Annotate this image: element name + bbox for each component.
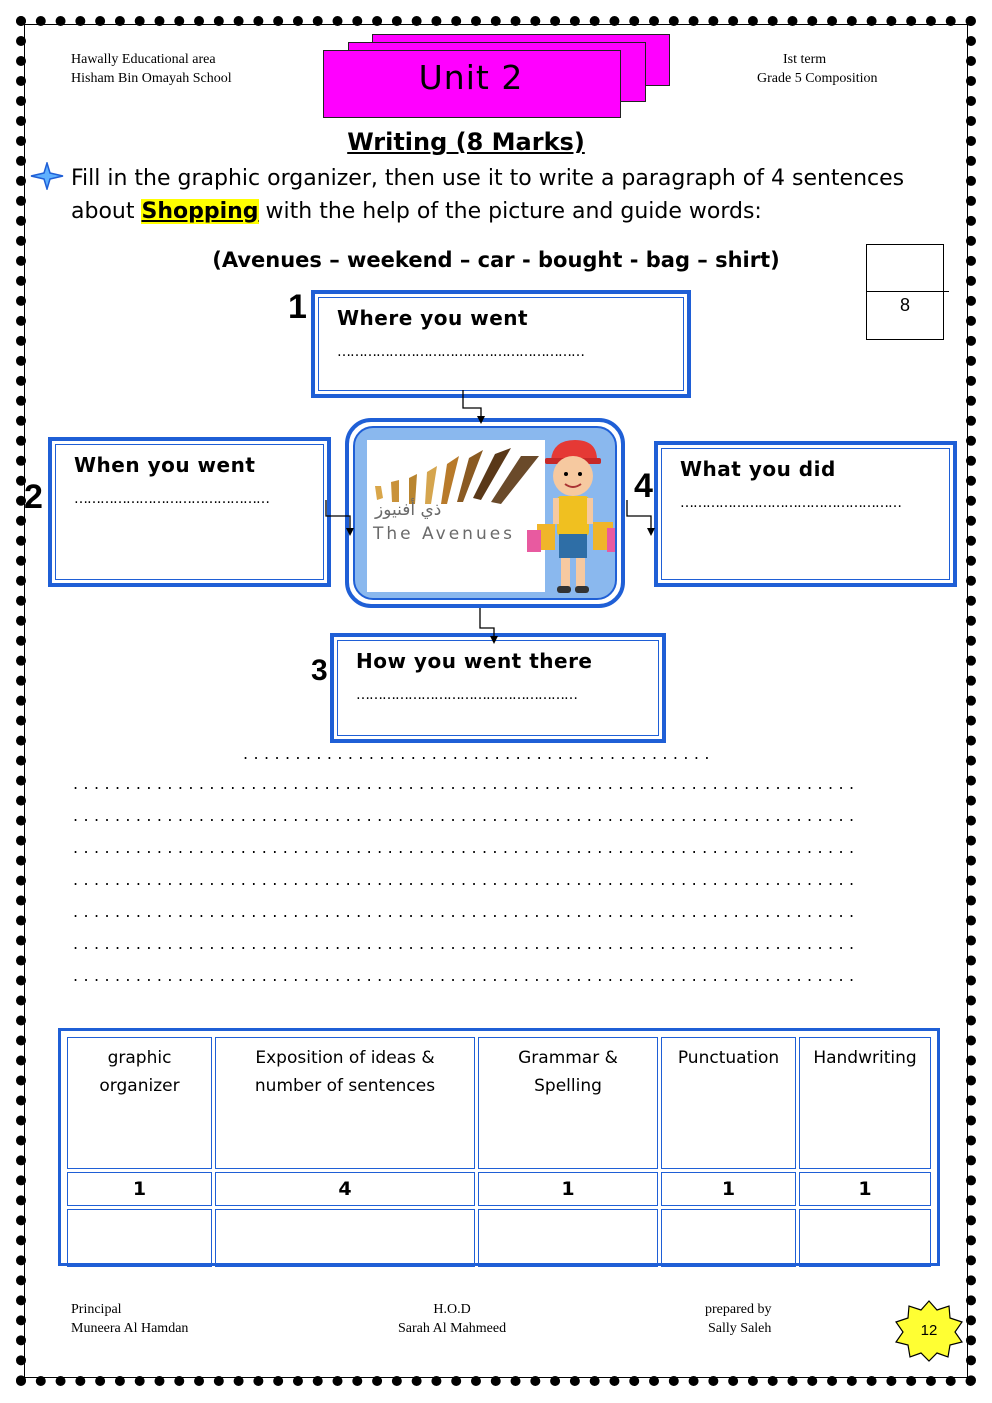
rubric-header: Exposition of ideas & number of sentences — [215, 1037, 475, 1169]
writing-line[interactable]: ........................................................................... — [73, 774, 860, 793]
rubric-score-cell[interactable] — [67, 1209, 212, 1267]
box-label: Where you went — [337, 306, 529, 330]
box-number-4: 4 — [634, 467, 653, 505]
total-marks: 8 — [899, 295, 910, 315]
logo-arabic-text: ذي أفنيوز — [375, 500, 442, 520]
rubric-mark: 4 — [215, 1172, 475, 1206]
topic-highlight: Shopping — [141, 199, 259, 224]
rubric-mark: 1 — [799, 1172, 931, 1206]
rubric-score-cell[interactable] — [799, 1209, 931, 1267]
writing-line[interactable]: ........................................................................... — [73, 966, 860, 985]
rubric-header: Grammar & Spelling — [478, 1037, 658, 1169]
rubric-score-cell[interactable] — [215, 1209, 475, 1267]
rubric-mark: 1 — [67, 1172, 212, 1206]
rubric-mark: 1 — [661, 1172, 796, 1206]
rubric-mark: 1 — [478, 1172, 658, 1206]
guide-words: (Avenues – weekend – car - bought - bag – shirt) — [212, 248, 780, 272]
rubric-header: graphic organizer — [67, 1037, 212, 1169]
prepared-by: prepared by Sally Saleh — [705, 1302, 772, 1336]
grade-label: Grade 5 Composition — [757, 71, 878, 86]
section-title: Writing (8 Marks) — [347, 128, 585, 156]
box-number-3: 3 — [311, 654, 328, 687]
box-number-1: 1 — [288, 288, 307, 326]
writing-line[interactable]: ........................................................................... — [73, 902, 860, 921]
principal-signature: Principal Muneera Al Hamdan — [71, 1302, 189, 1336]
answer-line[interactable]: …………………………………………… — [356, 687, 577, 703]
writing-line[interactable]: ........................................................................... — [73, 838, 860, 857]
page-number-badge — [892, 1300, 966, 1362]
answer-line[interactable]: ………………………………………………… — [337, 344, 584, 360]
rubric-score-cell[interactable] — [478, 1209, 658, 1267]
box-label: How you went there — [356, 649, 593, 673]
instruction-text: Fill in the graphic organizer, then use it to write a paragraph of 4 sentences about Shopping with the help of the picture and guide words: — [71, 166, 905, 224]
writing-line[interactable]: ........................................................................... — [73, 934, 860, 953]
writing-line[interactable]: ........................................................................... — [73, 870, 860, 889]
school-name: Hisham Bin Omayah School — [71, 71, 232, 86]
unit-title: Unit 2 — [418, 58, 524, 97]
hod-signature: H.O.D Sarah Al Mahmeed — [398, 1302, 507, 1336]
rubric-header: Punctuation — [661, 1037, 796, 1169]
box-label: When you went — [74, 453, 256, 477]
answer-line[interactable]: …………………………………………… — [680, 495, 901, 511]
box-number-2: 2 — [24, 478, 43, 516]
educational-area: Hawally Educational area — [71, 52, 216, 67]
rubric-score-cell[interactable] — [661, 1209, 796, 1267]
logo-text: The Avenues — [373, 524, 516, 544]
rubric-header: Handwriting — [799, 1037, 931, 1169]
answer-line[interactable]: ……………………………………… — [74, 491, 269, 507]
page-number: 12 — [920, 1322, 938, 1339]
writing-line[interactable]: ........................................................................... — [73, 806, 860, 825]
marking-rubric — [58, 1028, 940, 1266]
box-label: What you did — [680, 457, 836, 481]
writing-line[interactable]: ............................................. — [243, 744, 715, 763]
term-label: Ist term — [783, 52, 827, 67]
